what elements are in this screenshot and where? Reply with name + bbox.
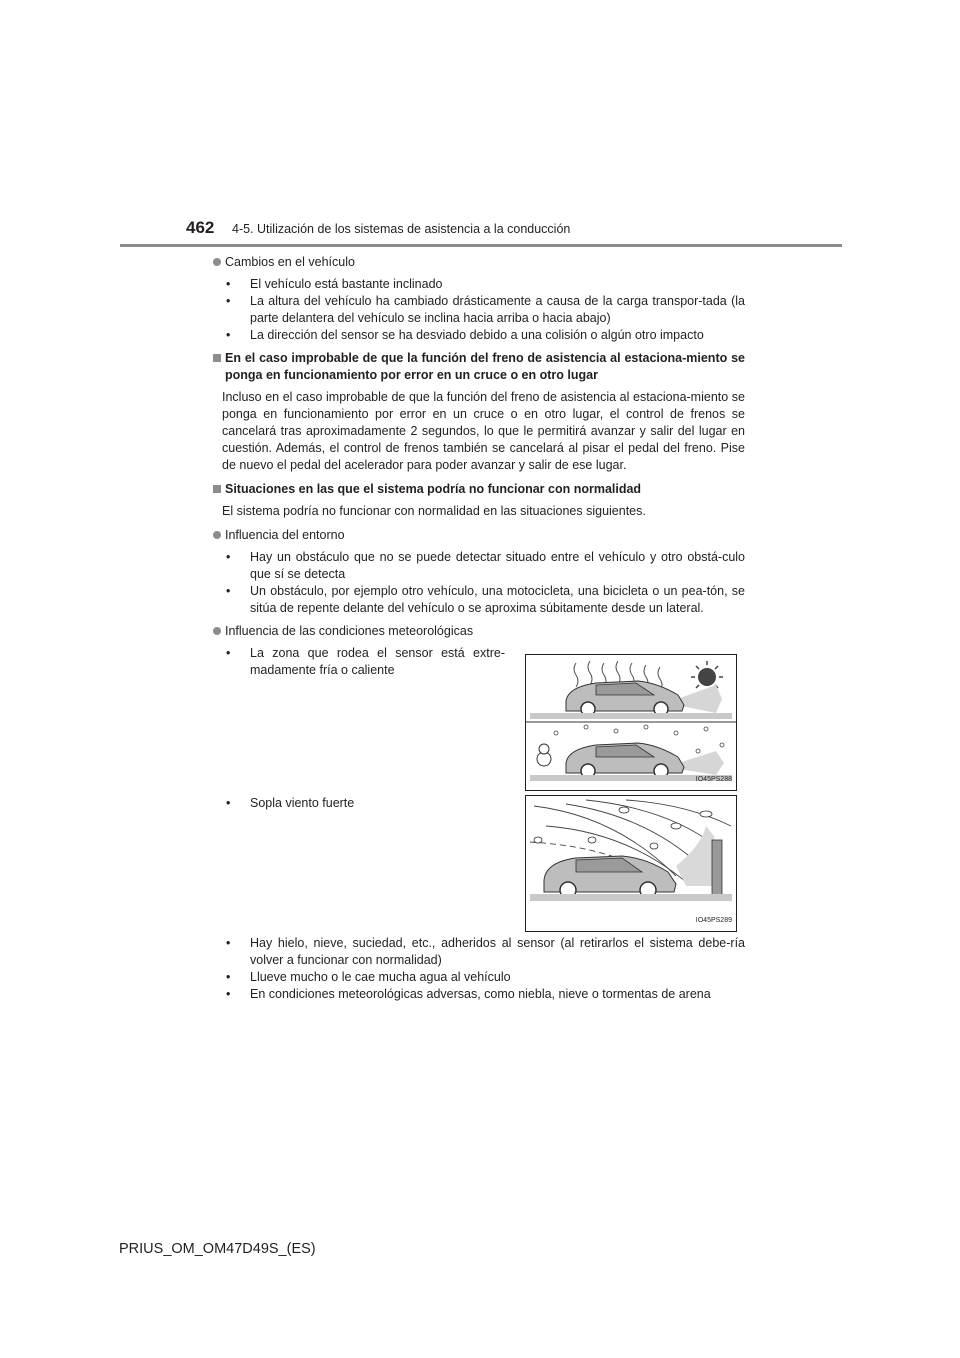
figure-wind: [525, 795, 737, 932]
section-title: 4-5. Utilización de los sistemas de asistencia a la conducción: [232, 222, 571, 236]
page-content: [213, 254, 745, 1009]
list-item: • Hay hielo, nieve, suciedad, etc., adheridos al sensor (al retirarlos el sistema debe-ría volver a funcionar con normalidad): [226, 935, 745, 969]
environment-heading: Influencia del entorno: [213, 527, 745, 544]
list-item: • Un obstáculo, por ejemplo otro vehículo, una motocicleta, una bicicleta o un pea-tón, se sitúa de repente delante del vehículo o se aproxima súbitamente desde un lateral.: [226, 583, 745, 617]
weather-list: [213, 935, 745, 1003]
intersection-body: Incluso en el caso improbable de que la función del freno de asistencia al estaciona-miento se ponga en funcionamiento por error en un cruce o en otro lugar, el control de frenos se cancelará tras aproximadamente 2 segundos, lo que le permitirá avanzar y salir del lugar en cuestión. Además, el control de frenos también se cancelará al pisar el pedal del freno. Pise de nuevo el pedal del acelerador para poder avanzar y salir de ese lugar.: [222, 390, 745, 472]
figure-row-wind: [213, 795, 745, 935]
list-item: • El vehículo está bastante inclinado: [226, 276, 745, 293]
figure-code: IO45PS289: [695, 917, 732, 924]
figure-temperature: [525, 654, 737, 791]
list-item: • La zona que rodea el sensor está extre-madamente fría o caliente: [226, 645, 505, 679]
list-item: • En condiciones meteorológicas adversas, como niebla, nieve o tormentas de arena: [226, 986, 745, 1003]
page-number: 462: [186, 218, 215, 237]
vehicle-changes-list: [213, 276, 745, 344]
header-rule: [120, 244, 842, 247]
figure-code: IO45PS288: [695, 776, 732, 783]
figure-row-temperature: [213, 645, 745, 795]
list-item: • Llueve mucho o le cae mucha agua al vehículo: [226, 969, 745, 986]
footer-doc-code: PRIUS_OM_OM47D49S_(ES): [119, 1241, 316, 1257]
abnormal-body: El sistema podría no funcionar con normalidad en las situaciones siguientes.: [222, 504, 646, 518]
wind-illustration: [526, 796, 736, 931]
list-item: • La dirección del sensor se ha desviado debido a una colisión o algún otro impacto: [226, 327, 745, 344]
list-item: • La altura del vehículo ha cambiado drásticamente a causa de la carga transpor-tada (la parte delantera del vehículo se inclina hacia arriba o hacia abajo): [226, 293, 745, 327]
abnormal-heading: Situaciones en las que el sistema podría no funcionar con normalidad: [213, 481, 745, 498]
environment-list: [213, 549, 745, 617]
list-item: • Sopla viento fuerte: [226, 795, 505, 812]
intersection-heading: En el caso improbable de que la función del freno de asistencia al estaciona-miento se ponga en funcionamiento por error en un cruce o en otro lugar: [213, 350, 745, 384]
vehicle-changes-heading: Cambios en el vehículo: [213, 254, 745, 271]
temperature-illustration: [526, 655, 736, 790]
weather-heading: Influencia de las condiciones meteorológicas: [213, 623, 745, 640]
list-item: • Hay un obstáculo que no se puede detectar situado entre el vehículo y otro obstá-culo que sí se detecta: [226, 549, 745, 583]
